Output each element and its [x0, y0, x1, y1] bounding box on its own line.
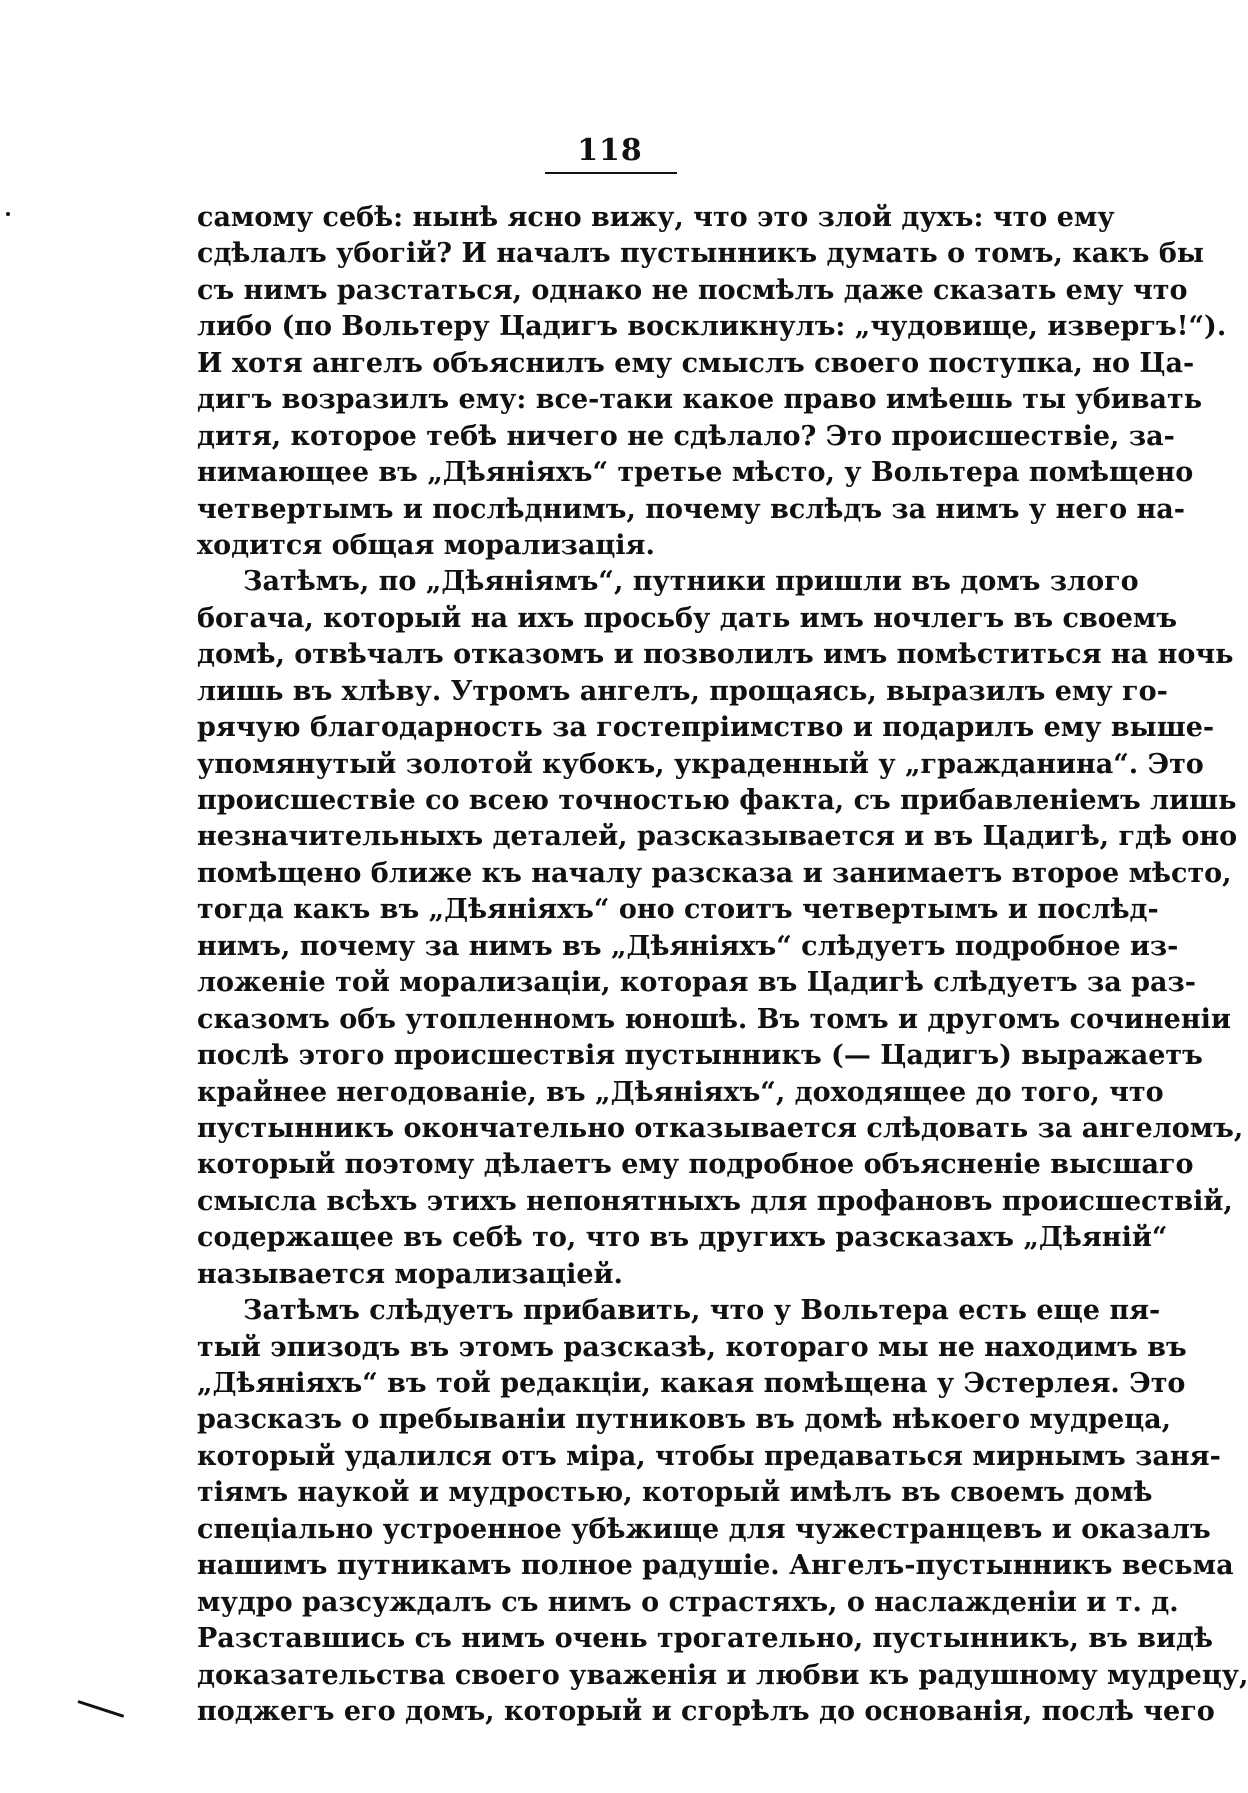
- text-line: сказомъ объ утопленномъ юношѣ. Въ томъ и другомъ сочиненіи: [197, 1003, 1231, 1035]
- text-line: поджегъ его домъ, который и сгорѣлъ до основанія, послѣ чего: [197, 1695, 1215, 1727]
- text-line: рячую благодарность за гостепріимство и подарилъ ему выше-: [197, 712, 1215, 744]
- text-line: домѣ, отвѣчалъ отказомъ и позволилъ имъ помѣститься на ночь: [197, 639, 1234, 671]
- text-line: ложеніе той морализаціи, которая въ Цадигѣ слѣдуетъ за раз-: [197, 967, 1196, 999]
- text-line: нашимъ путникамъ полное радушіе. Ангелъ-пустынникъ весьма: [197, 1550, 1234, 1582]
- text-line: который удалился отъ міра, чтобы предаваться мирнымъ заня-: [197, 1440, 1221, 1472]
- text-line: крайнее негодованіе, въ „Дѣяніяхъ“, доходящее до того, что: [197, 1076, 1164, 1108]
- text-line: лишь въ хлѣву. Утромъ ангелъ, прощаясь, выразилъ ему го-: [197, 675, 1168, 707]
- text-line: упомянутый золотой кубокъ, украденный у „гражданина“. Это: [197, 748, 1204, 780]
- text-line: съ нимъ разстаться, однако не посмѣлъ даже сказать ему что: [197, 274, 1188, 306]
- text-line: тіямъ наукой и мудростью, который имѣлъ въ своемъ домѣ: [197, 1477, 1153, 1509]
- text-line: мудро разсуждалъ съ нимъ о страстяхъ, о наслажденіи и т. д.: [197, 1586, 1179, 1618]
- text-line: сдѣлалъ убогій? И началъ пустынникъ думать о томъ, какъ бы: [197, 238, 1204, 270]
- text-line: богача, который на ихъ просьбу дать имъ ночлегъ въ своемъ: [197, 602, 1178, 634]
- page-number: 118: [577, 133, 643, 168]
- body-text: [197, 200, 1248, 1730]
- header-rule: [545, 172, 677, 174]
- text-line: смысла всѣхъ этихъ непонятныхъ для профановъ происшествій,: [197, 1185, 1233, 1217]
- text-line: либо (по Вольтеру Цадигъ воскликнулъ: „чудовище, извергъ!“).: [197, 311, 1227, 343]
- margin-speck: [6, 212, 10, 216]
- text-line: доказательства своего уваженія и любви къ радушному мудрецу,: [197, 1659, 1248, 1691]
- text-line: тый эпизодъ въ этомъ разсказѣ, котораго мы не находимъ въ: [197, 1331, 1187, 1363]
- text-line: пустынникъ окончательно отказывается слѣдовать за ангеломъ,: [197, 1112, 1244, 1144]
- text-line: Разставшись съ нимъ очень трогательно, пустынникъ, въ видѣ: [197, 1623, 1213, 1655]
- paragraph: [197, 200, 1227, 564]
- text-line: разсказъ о пребываніи путниковъ въ домѣ нѣкоего мудреца,: [197, 1404, 1172, 1436]
- text-line: послѣ этого происшествія пустынникъ (— Цадигъ) выражаетъ: [197, 1040, 1203, 1072]
- text-line: незначительныхъ деталей, разсказывается и въ Цадигѣ, гдѣ оно: [197, 821, 1238, 853]
- text-line: Затѣмъ, по „Дѣяніямъ“, путники пришли въ домъ злого: [243, 566, 1139, 598]
- text-line: И хотя ангелъ объяснилъ ему смыслъ своего поступка, но Ца-: [197, 347, 1195, 379]
- text-line: Затѣмъ слѣдуетъ прибавить, что у Вольтера есть еще пя-: [243, 1295, 1161, 1327]
- text-line: ходится общая морализація.: [197, 529, 655, 561]
- text-line: помѣщено ближе къ началу разсказа и занимаетъ второе мѣсто,: [197, 857, 1232, 889]
- text-line: который поэтому дѣлаетъ ему подробное объясненіе высшаго: [197, 1149, 1194, 1181]
- text-line: спеціально устроенное убѣжище для чужестранцевъ и оказалъ: [197, 1513, 1211, 1545]
- text-line: нимающее въ „Дѣяніяхъ“ третье мѣсто, у Вольтера помѣщено: [197, 457, 1194, 489]
- text-line: четвертымъ и послѣднимъ, почему вслѣдъ за нимъ у него на-: [197, 493, 1185, 525]
- text-line: дигъ возразилъ ему: все-таки какое право имѣешь ты убивать: [197, 384, 1203, 416]
- paragraph: [197, 1293, 1248, 1730]
- text-line: самому себѣ: нынѣ ясно вижу, что это злой духъ: что ему: [197, 202, 1115, 233]
- text-line: называется морализаціей.: [197, 1258, 623, 1290]
- paragraph: [197, 564, 1244, 1293]
- text-line: тогда какъ въ „Дѣяніяхъ“ оно стоитъ четвертымъ и послѣд-: [197, 894, 1159, 926]
- text-line: дитя, которое тебѣ ничего не сдѣлало? Это происшествіе, за-: [197, 420, 1175, 452]
- text-line: содержащее въ себѣ то, что въ другихъ разсказахъ „Дѣяній“: [197, 1222, 1168, 1254]
- text-line: происшествіе со всею точностью факта, съ прибавленіемъ лишь: [197, 785, 1237, 816]
- text-line: „Дѣяніяхъ“ въ той редакціи, какая помѣщена у Эстерлея. Это: [197, 1368, 1186, 1399]
- margin-scratch: [78, 1700, 125, 1718]
- text-line: нимъ, почему за нимъ въ „Дѣяніяхъ“ слѣдуетъ подробное из-: [197, 930, 1179, 962]
